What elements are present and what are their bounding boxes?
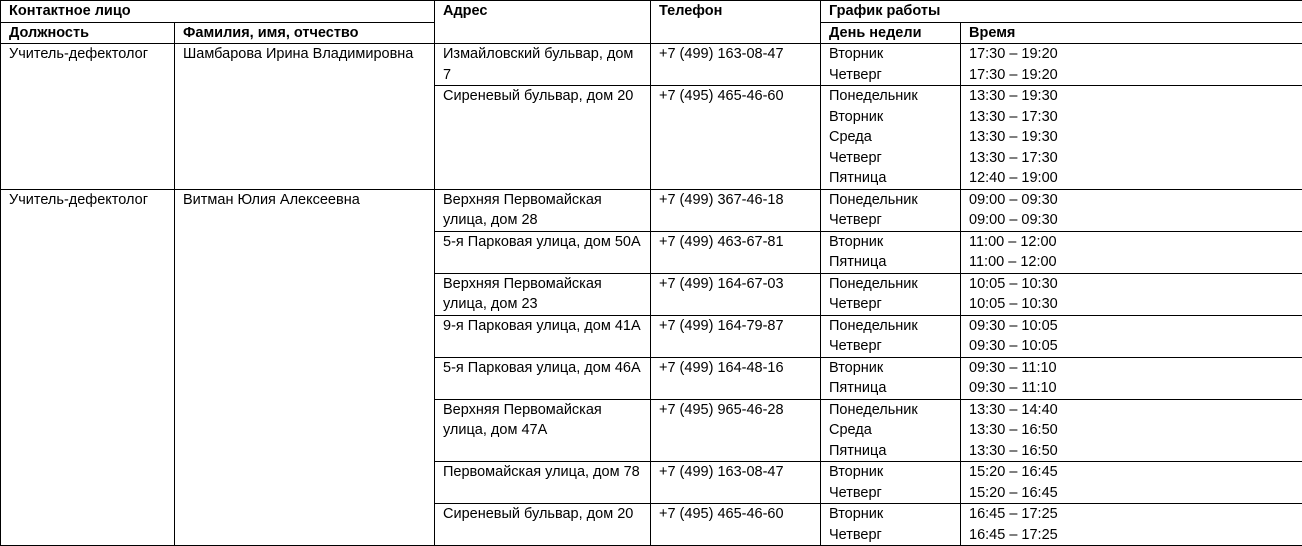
phone-cell: +7 (499) 367-46-18	[651, 189, 821, 231]
weekday-item: Вторник	[829, 107, 952, 128]
phone-cell: +7 (499) 163-08-47	[651, 462, 821, 504]
time-item: 09:30 – 11:10	[969, 378, 1294, 399]
position-cell: Учитель-дефектолог	[1, 44, 175, 190]
weekday-item: Вторник	[829, 504, 952, 525]
address-cell: Верхняя Первомайская улица, дом 47А	[435, 399, 651, 462]
weekday-item: Четверг	[829, 483, 952, 504]
name-cell: Шамбарова Ирина Владимировна	[175, 44, 435, 190]
time-cell	[961, 273, 1302, 315]
time-item: 13:30 – 17:30	[969, 148, 1294, 169]
weekday-item: Четверг	[829, 336, 952, 357]
weekday-item: Среда	[829, 420, 952, 441]
address-cell: Измайловский бульвар, дом 7	[435, 44, 651, 86]
address-cell: Сиреневый бульвар, дом 20	[435, 504, 651, 546]
time-item: 13:30 – 17:30	[969, 107, 1294, 128]
weekday-cell	[821, 315, 961, 357]
time-item: 13:30 – 16:50	[969, 441, 1294, 462]
weekday-cell	[821, 462, 961, 504]
time-cell	[961, 462, 1302, 504]
time-cell	[961, 504, 1302, 546]
address-cell: 5-я Парковая улица, дом 46А	[435, 357, 651, 399]
time-cell	[961, 86, 1302, 190]
phone-cell: +7 (499) 463-67-81	[651, 231, 821, 273]
header-fio: Фамилия, имя, отчество	[175, 22, 435, 44]
weekday-item: Пятница	[829, 378, 952, 399]
time-cell	[961, 357, 1302, 399]
address-cell: Первомайская улица, дом 78	[435, 462, 651, 504]
time-item: 13:30 – 19:30	[969, 127, 1294, 148]
time-item: 16:45 – 17:25	[969, 525, 1294, 546]
time-item: 13:30 – 14:40	[969, 400, 1294, 421]
header-position: Должность	[1, 22, 175, 44]
position-cell: Учитель-дефектолог	[1, 189, 175, 546]
weekday-cell	[821, 189, 961, 231]
weekday-item: Четверг	[829, 525, 952, 546]
weekday-item: Понедельник	[829, 316, 952, 337]
header-address: Адрес	[435, 1, 651, 44]
time-item: 09:30 – 11:10	[969, 358, 1294, 379]
table-row	[1, 189, 1302, 231]
address-cell: Верхняя Первомайская улица, дом 23	[435, 273, 651, 315]
weekday-cell	[821, 504, 961, 546]
weekday-item: Пятница	[829, 168, 952, 189]
header-contact: Контактное лицо	[1, 1, 435, 23]
weekday-item: Четверг	[829, 148, 952, 169]
time-item: 13:30 – 19:30	[969, 86, 1294, 107]
header-phone: Телефон	[651, 1, 821, 44]
weekday-item: Вторник	[829, 358, 952, 379]
time-item: 15:20 – 16:45	[969, 483, 1294, 504]
time-cell	[961, 231, 1302, 273]
time-item: 17:30 – 19:20	[969, 44, 1294, 65]
time-item: 12:40 – 19:00	[969, 168, 1294, 189]
address-cell: 9-я Парковая улица, дом 41А	[435, 315, 651, 357]
weekday-item: Понедельник	[829, 400, 952, 421]
time-item: 10:05 – 10:30	[969, 294, 1294, 315]
time-item: 11:00 – 12:00	[969, 232, 1294, 253]
time-item: 09:00 – 09:30	[969, 210, 1294, 231]
weekday-cell	[821, 231, 961, 273]
weekday-item: Вторник	[829, 462, 952, 483]
weekday-item: Вторник	[829, 232, 952, 253]
weekday-item: Вторник	[829, 44, 952, 65]
weekday-item: Пятница	[829, 441, 952, 462]
phone-cell: +7 (499) 164-48-16	[651, 357, 821, 399]
weekday-cell	[821, 86, 961, 190]
weekday-item: Понедельник	[829, 190, 952, 211]
phone-cell: +7 (495) 465-46-60	[651, 86, 821, 190]
schedule-table-body	[1, 1, 1302, 546]
phone-cell: +7 (499) 163-08-47	[651, 44, 821, 86]
phone-cell: +7 (499) 164-67-03	[651, 273, 821, 315]
address-cell: Сиреневый бульвар, дом 20	[435, 86, 651, 190]
time-item: 09:30 – 10:05	[969, 336, 1294, 357]
weekday-item: Понедельник	[829, 274, 952, 295]
weekday-item: Понедельник	[829, 86, 952, 107]
phone-cell: +7 (495) 465-46-60	[651, 504, 821, 546]
weekday-item: Четверг	[829, 294, 952, 315]
time-item: 11:00 – 12:00	[969, 252, 1294, 273]
table-row	[1, 44, 1302, 86]
address-cell: Верхняя Первомайская улица, дом 28	[435, 189, 651, 231]
time-cell	[961, 189, 1302, 231]
time-item: 13:30 – 16:50	[969, 420, 1294, 441]
time-cell	[961, 44, 1302, 86]
header-time: Время	[961, 22, 1302, 44]
weekday-cell	[821, 44, 961, 86]
weekday-item: Четверг	[829, 210, 952, 231]
time-item: 09:30 – 10:05	[969, 316, 1294, 337]
phone-cell: +7 (495) 965-46-28	[651, 399, 821, 462]
name-cell: Витман Юлия Алексеевна	[175, 189, 435, 546]
weekday-item: Пятница	[829, 252, 952, 273]
time-item: 17:30 – 19:20	[969, 65, 1294, 86]
time-item: 15:20 – 16:45	[969, 462, 1294, 483]
header-day: День недели	[821, 22, 961, 44]
weekday-cell	[821, 357, 961, 399]
weekday-cell	[821, 399, 961, 462]
time-cell	[961, 315, 1302, 357]
time-cell	[961, 399, 1302, 462]
time-item: 09:00 – 09:30	[969, 190, 1294, 211]
time-item: 10:05 – 10:30	[969, 274, 1294, 295]
address-cell: 5-я Парковая улица, дом 50А	[435, 231, 651, 273]
weekday-item: Среда	[829, 127, 952, 148]
header-row-top	[1, 1, 1302, 23]
weekday-cell	[821, 273, 961, 315]
time-item: 16:45 – 17:25	[969, 504, 1294, 525]
weekday-item: Четверг	[829, 65, 952, 86]
header-schedule: График работы	[821, 1, 1302, 23]
phone-cell: +7 (499) 164-79-87	[651, 315, 821, 357]
